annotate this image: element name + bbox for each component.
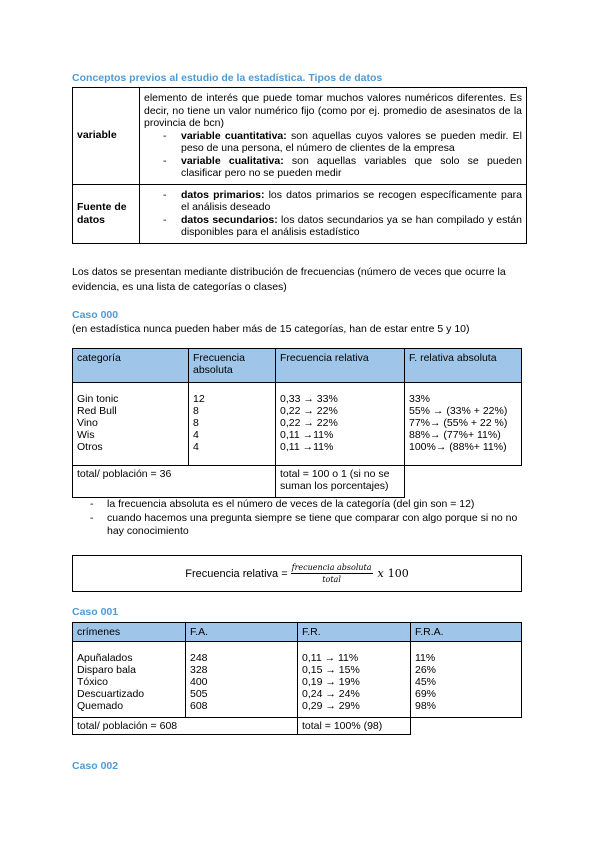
caso002-title: Caso 002 xyxy=(72,760,119,772)
formula-fraction xyxy=(291,563,373,584)
fra-column: 11% 26% 45% 69% 98% xyxy=(411,642,522,718)
section-title: Conceptos previos al estudio de la estadística. Tipos de datos xyxy=(72,72,383,84)
table-total-row xyxy=(73,466,522,498)
table-header-row xyxy=(73,623,522,642)
table-header-row xyxy=(73,349,522,383)
list-item: - datos secundarios: los datos secundarios ya se han compilado y están disponibles para el análisis estadístico xyxy=(144,214,522,239)
column-header: categoría xyxy=(73,349,189,383)
column-header: Frecuencia relativa xyxy=(276,349,405,383)
total-relative: total = 100 o 1 (si no se suman los porcentajes) xyxy=(276,466,405,498)
caso000-table xyxy=(72,348,522,498)
caso000-title: Caso 000 xyxy=(72,309,119,321)
caso001-table xyxy=(72,622,522,735)
fr-column: 0,11 → 11% 0,15 → 15% 0,19 → 19% 0,24 → 24% 0,29 → 29% xyxy=(298,642,411,718)
column-header: Frecuencia absoluta xyxy=(189,349,276,383)
concept-definition xyxy=(140,184,527,243)
column-header: F. relativa absoluta xyxy=(405,349,522,383)
column-header: crímenes xyxy=(73,623,186,642)
list-item: - cuando hacemos una pregunta siempre se tiene que comparar con algo porque si no no hay conocimiento xyxy=(90,512,530,539)
absolute-frequency-column: 12 8 8 4 4 xyxy=(189,382,276,465)
total-population: total/ población = 608 xyxy=(73,718,298,735)
caso001-title: Caso 001 xyxy=(72,606,119,618)
formula-label: Frecuencia relativa = xyxy=(185,567,288,580)
concept-term: variable xyxy=(73,88,140,185)
cumulative-frequency-column: 33% 55% → (33% + 22%) 77%→ (55% + 22 %) 88%→ (77%+ 11%) 100%→ (88%+ 11%) xyxy=(405,382,522,465)
column-header: F.R.A. xyxy=(411,623,522,642)
variable-intro: elemento de interés que puede tomar muchos valores numéricos diferentes. Es decir, no tiene un valor numérico fijo (como por ej. promedio de asesinatos de la provincia de bcn) xyxy=(144,92,522,129)
intro-paragraph: Los datos se presentan mediante distribución de frecuencias (número de veces que ocurre la evidencia, es una lista de categorías o clases) xyxy=(72,266,506,293)
crime-column: Apuñalados Disparo bala Tóxico Descuartizado Quemado xyxy=(73,642,186,718)
formula-times: x xyxy=(377,567,384,580)
list-item: - variable cuantitativa: son aquellas cuyos valores se pueden medir. El peso de una persona, el número de clientes de la empresa xyxy=(144,130,522,155)
list-item: - datos primarios: los datos primarios se recogen específicamente para el análisis deseado xyxy=(144,189,522,214)
table-row xyxy=(73,382,522,465)
total-relative: total = 100% (98) xyxy=(298,718,411,735)
total-population: total/ población = 36 xyxy=(73,466,276,498)
concept-term: Fuente de datos xyxy=(73,184,140,243)
fa-column: 248 328 400 505 608 xyxy=(186,642,298,718)
table-row xyxy=(73,642,522,718)
formula-box xyxy=(72,555,522,592)
category-column: Gin tonic Red Bull Vino Wis Otros xyxy=(73,382,189,465)
notes-list xyxy=(90,498,530,539)
column-header: F.A. xyxy=(186,623,298,642)
list-item: - variable cualitativa: son aquellas variables que solo se pueden clasificar pero no se pueden medir xyxy=(144,155,522,180)
caso000-subtitle: (en estadística nunca pueden haber más de 15 categorías, han de estar entre 5 y 10) xyxy=(72,323,470,335)
concept-definition xyxy=(140,88,527,185)
relative-frequency-column: 0,33 → 33% 0,22 → 22% 0,22 → 22% 0,11 →11% 0,11 →11% xyxy=(276,382,405,465)
concept-row-fuente xyxy=(73,184,527,243)
concepts-table xyxy=(72,87,527,244)
list-item: - la frecuencia absoluta es el número de veces de la categoría (del gin son = 12) xyxy=(90,498,530,512)
table-total-row xyxy=(73,718,522,735)
formula-factor: 100 xyxy=(387,567,409,580)
formula-numerator: frecuencia absoluta xyxy=(291,563,372,572)
formula-denominator: total xyxy=(322,575,341,584)
column-header: F.R. xyxy=(298,623,411,642)
concept-row-variable xyxy=(73,88,527,185)
